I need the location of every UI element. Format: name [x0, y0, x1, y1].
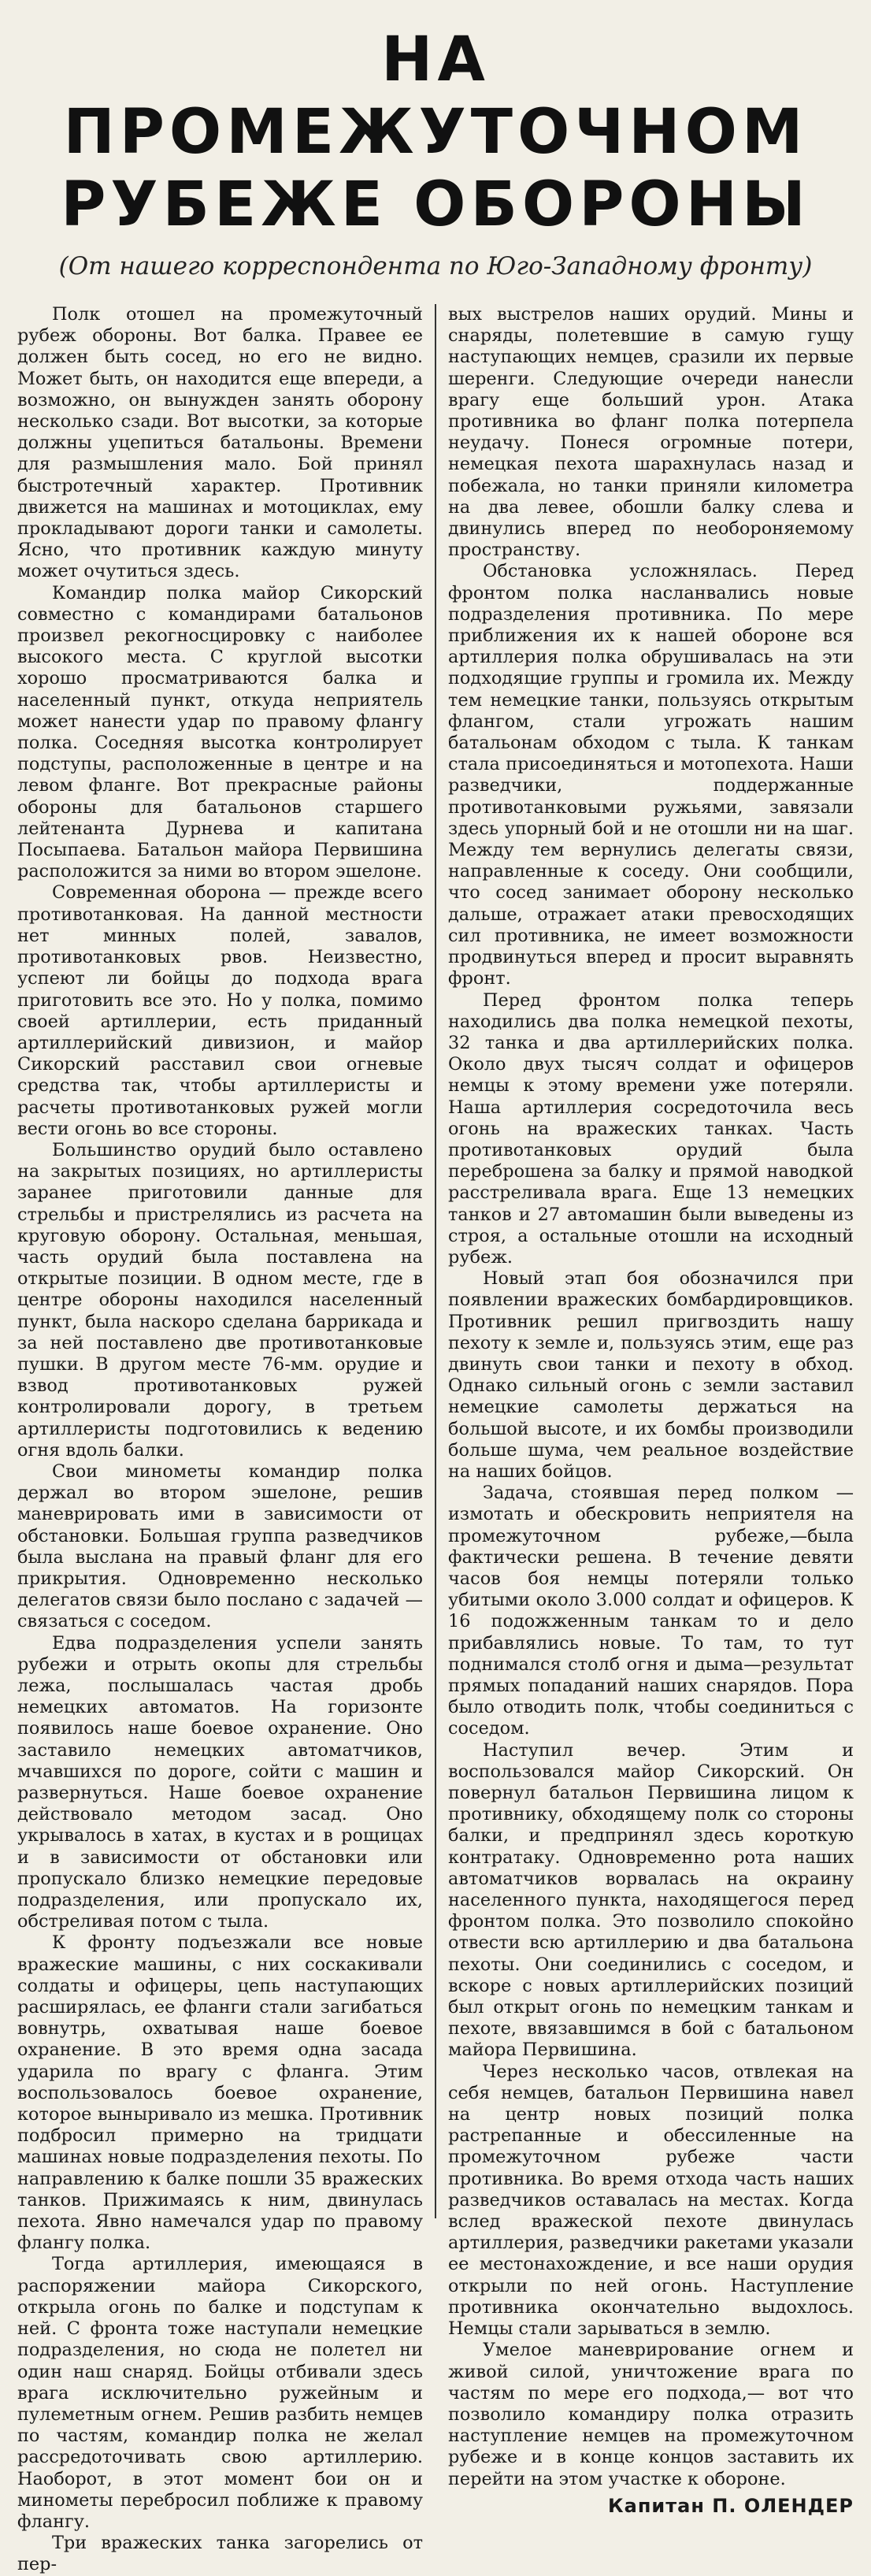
- paragraph: Перед фронтом полка теперь находились два полка немецкой пехоты, 32 танка и два артиллерийских полка. Около двух тысяч солдат и офицеров немцы к этому времени уже потеряли. Наша артиллерия сосредоточила весь огонь на вражеских танках. Часть противотанковых орудий была переброшена за балку и прямой наводкой расстреливала врага. Еще 13 немецких танков и 27 автомашин были выведены из строя, а остальные отошли на исходный рубеж.: [448, 989, 854, 1268]
- author-signature: Капитан П. ОЛЕНДЕР: [608, 2494, 854, 2517]
- paragraph: Едва подразделения успели занять рубежи и отрыть окопы для стрельбы лежа, послышалась частая дробь немецких автоматов. На горизонте появилось наше боевое охранение. Оно заставило немецких автоматчиков, мчавшихся по дороге, сойти с машин и развернуться. Наше боевое охранение действовало методом засад. Оно укрывалось в хатах, в кустах и в рощицах и в зависимости от обстановки или пропускало близко немецкие передовые подразделения, или пропускало их, обстреливая потом с тыла.: [17, 1632, 423, 1932]
- paragraph: Свои минометы командир полка держал во втором эшелоне, решив маневрировать ими в зависимости от обстановки. Большая группа разведчиков была выслана на правый фланг для его прикрытия. Одновременно несколько делегатов связи было послано с задачей — связаться с соседом.: [17, 1461, 423, 1632]
- byline-subtitle: (От нашего корреспондента по Юго-Западному фронту): [58, 252, 813, 280]
- paragraph: Командир полка майор Сикорский совместно с командирами батальонов произвел рекогносцировку с наиболее высокого места. С круглой высотки хорошо просматриваются балка и населенный пункт, откуда неприятель может нанести удар по правому флангу полка. Соседняя высотка контролирует подступы, расположенные в центре и на левом фланге. Вот прекрасные районы обороны для батальонов старшего лейтенанта Дурнева и капитана Посыпаева. Батальон майора Первишина расположится за ними во втором эшелоне.: [17, 582, 423, 882]
- paragraph: Задача, стоявшая перед полком — измотать и обескровить неприятеля на промежуточном рубеже,—была фактически решена. В течение девяти часов боя немцы потеряли только убитыми около 3.000 солдат и офицеров. К 16 подожженным танкам то и дело прибавлялись новые. То там, то тут поднимался столб огня и дыма—результат прямых попаданий наших снарядов. Пора было отводить полк, чтобы соединиться с соседом.: [448, 1483, 854, 1739]
- paragraph: Умелое маневрирование огнем и живой силой, уничтожение врага по частям по мере его подхода,— вот что позволило командиру полка отразить наступление немцев на промежуточном рубеже и в конце концов заставить их перейти на этом участке к обороне.: [448, 2340, 854, 2489]
- paragraph: Обстановка усложнялась. Перед фронтом полка насланвались новые подразделения противника. По мере приближения их к нашей обороне вся артиллерия полка обрушивалась на эти подходящие группы и громила их. Между тем немецкие танки, пользуясь открытым флангом, стали угрожать нашим батальонам обходом с тыла. К танкам стала присоединяться и мотопехота. Наши разведчики, поддержанные противотанковыми ружьями, завязали здесь упорный бой и не отошли ни на шаг. Между тем вернулись делегаты связи, направленные к соседу. Они сообщили, что сосед занимает оборону несколько дальше, отражает атаки превосходящих сил противника, не имеет возможности продвинуться вперед и просит выравнять фронт.: [448, 561, 854, 989]
- paragraph: Современная оборона — прежде всего противотанковая. На данной местности нет минных полей, завалов, противотанковых рвов. Неизвестно, успеют ли бойцы до подхода врага приготовить все это. Но у полка, помимо своей артиллерии, есть приданный артиллерийский дивизион, и майор Сикорский расставил свои огневые средства так, чтобы артиллеристы и расчеты противотанковых ружей могли вести огонь во все стороны.: [17, 882, 423, 1139]
- paragraph: Новый этап боя обозначился при появлении вражеских бомбардировщиков. Противник решил пригвоздить нашу пехоту к земле и, пользуясь этим, еще раз двинуть свои танки и пехоту в обход. Однако сильный огонь с земли заставил немецкие самолеты держаться на большой высоте, и их бомбы производили больше шума, чем реальное воздействие на наших бойцов.: [448, 1268, 854, 1482]
- paragraph: Большинство орудий было оставлено на закрытых позициях, но артиллеристы заранее приготовили данные для стрельбы и пристрелялись из расчета на круговую оборону. Остальная, меньшая, часть орудий была поставлена на открытые позиции. В одном месте, где в центре обороны находился населенный пункт, была наскоро сделана баррикада и за ней поставлено две противотанковые пушки. В другом месте 76-мм. орудие и взвод противотанковых ружей контролировали дорогу, в третьем артиллеристы подготовились к ведению огня вдоль балки.: [17, 1139, 423, 1461]
- column-divider: [435, 304, 436, 2218]
- paragraph: Через несколько часов, отвлекая на себя немцев, батальон Первишина навел на центр новых позиций полка растрепанные и обессиленные на промежуточном рубеже части противника. Во время отхода часть наших разведчиков оставалась на местах. Когда вслед вражеской пехоте двинулась артиллерия, разведчики ракетами указали ее местонахождение, и все наши орудия открыли по ней огонь. Наступление противника окончательно выдохлось. Немцы стали зарываться в землю.: [448, 2061, 854, 2340]
- headline-line-2: РУБЕЖЕ ОБОРОНЫ: [61, 169, 810, 240]
- article-body: [17, 304, 854, 2575]
- paragraph: К фронту подъезжали все новые вражеские машины, с них соскакивали солдаты и офицеры, цепь наступающих расширялась, ее фланги стали загибаться вовнутрь, охватывая наше боевое охранение. В это время одна засада ударила по врагу с фланга. Этим воспользовалось боевое охранение, которое выныривало из мешка. Противник подбросил примерно на тридцати машинах новые подразделения пехоты. По направлению к балке пошли 35 вражеских танков. Прижимаясь к ним, двинулась пехота. Явно намечался удар по правому флангу полка.: [17, 1932, 423, 2254]
- paragraph: Три вражеских танка загорелись от пер-: [17, 2533, 423, 2575]
- paragraph: Наступил вечер. Этим и воспользовался майор Сикорский. Он повернул батальон Первишина лицом к противнику, обходящему полк со стороны балки, и предпринял здесь короткую контратаку. Одновременно рота наших автоматчиков ворвалась на окраину населенного пункта, находящегося перед фронтом полка. Это позволило спокойно отвести всю артиллерию и два батальона пехоты. Они соединились с соседом, и вскоре с новых артиллерийских позиций был открыт огонь по немецким танкам и пехоте, ввязавшимся в бой с батальоном майора Первишина.: [448, 1739, 854, 2061]
- right-column: [448, 304, 854, 2517]
- paragraph: Полк отошел на промежуточный рубеж обороны. Вот балка. Правее ее должен быть сосед, но его не видно. Может быть, он находится еще впереди, а возможно, он вынужден занять оборону несколько сзади. Вот высотки, за которые должны уцепиться батальоны. Времени для размышления мало. Бой принял быстротечный характер. Противник движется на машинах и мотоциклах, ему прокладывают дороги танки и самолеты. Ясно, что противник каждую минуту может очутиться здесь.: [17, 304, 423, 582]
- paragraph: вых выстрелов наших орудий. Мины и снаряды, полетевшие в самую гущу наступающих немцев, сразили их первые шеренги. Следующие очереди нанесли врагу еще больший урон. Атака противника во фланг полка потерпела неудачу. Понеся огромные потери, немецкая пехота шарахнулась назад и побежала, но танки приняли километра на два левее, обошли балку слева и двинулись вперед по необороняемому пространству.: [448, 304, 854, 561]
- left-column: [17, 304, 423, 2575]
- paragraph: Тогда артиллерия, имеющаяся в распоряжении майора Сикорского, открыла огонь по балке и подступам к ней. С фронта тоже наступали немецкие подразделения, но сюда не полетел ни один наш снаряд. Бойцы отбивали здесь врага исключительно ружейным и пулеметным огнем. Решив разбить немцев по частям, командир полка не желал рассредоточивать свою артиллерию. Наоборот, в этот момент бои он и минометы перебросил поближе к правому флангу.: [17, 2254, 423, 2532]
- headline-line-1: НА ПРОМЕЖУТОЧНОМ: [63, 24, 808, 168]
- headline: [17, 24, 854, 241]
